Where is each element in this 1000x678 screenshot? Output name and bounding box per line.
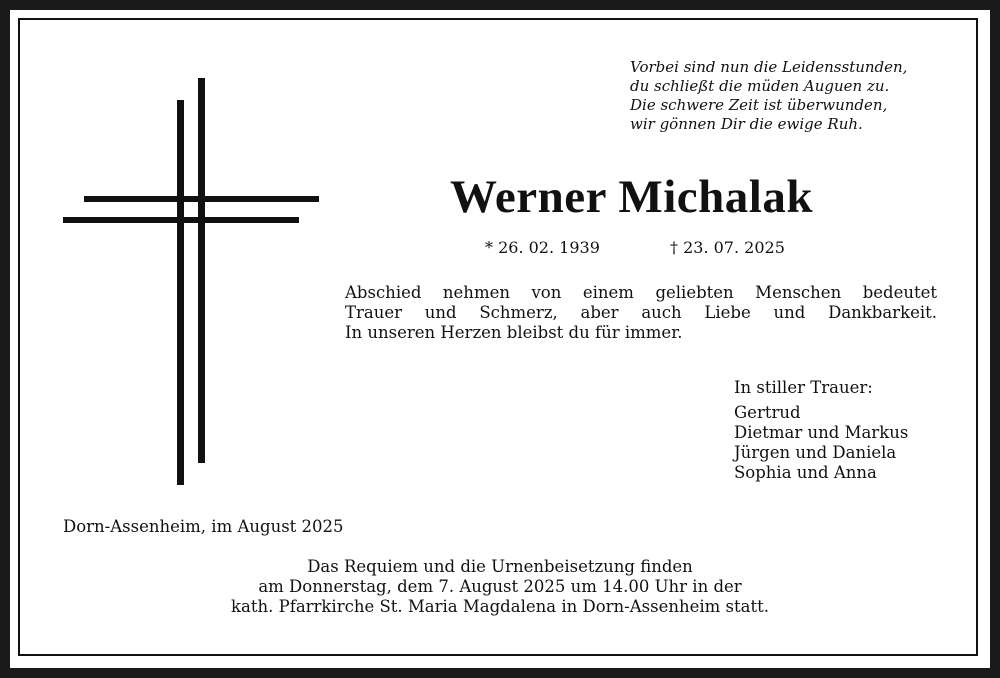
mourner-name: Dietmar und Markus <box>734 423 909 442</box>
poem-line: du schließt die müden Auguen zu. <box>630 77 890 95</box>
service-line: am Donnerstag, dem 7. August 2025 um 14.00 Uhr in der <box>258 577 742 596</box>
place-date: Dorn-Assenheim, im August 2025 <box>63 517 344 536</box>
poem <box>630 58 907 134</box>
mourning-heading: In stiller Trauer: <box>734 378 873 397</box>
farewell-line: Trauer und Schmerz, aber auch Liebe und Dankbarkeit. <box>345 303 937 322</box>
poem-line: Vorbei sind nun die Leidensstunden, <box>630 58 908 76</box>
service-line: kath. Pfarrkirche St. Maria Magdalena in Dorn-Assenheim statt. <box>231 597 769 616</box>
deceased-name: Werner Michalak <box>450 171 814 223</box>
obituary-notice <box>10 10 990 668</box>
mourner-name: Gertrud <box>734 403 801 422</box>
farewell-text <box>345 283 937 343</box>
birth-date: * 26. 02. 1939 <box>485 238 600 257</box>
death-date: † 23. 07. 2025 <box>670 238 785 257</box>
service-info <box>10 557 990 617</box>
farewell-line: In unseren Herzen bleibst du für immer. <box>345 323 683 342</box>
poem-line: wir gönnen Dir die ewige Ruh. <box>630 115 863 133</box>
mourner-name: Jürgen und Daniela <box>734 443 897 462</box>
service-line: Das Requiem und die Urnenbeisetzung finden <box>307 557 693 576</box>
double-line-cross-icon <box>60 65 330 485</box>
farewell-line: Abschied nehmen von einem geliebten Menschen bedeutet <box>345 283 937 302</box>
mourner-name: Sophia und Anna <box>734 463 877 482</box>
mourner-list <box>734 403 908 483</box>
poem-line: Die schwere Zeit ist überwunden, <box>630 96 888 114</box>
